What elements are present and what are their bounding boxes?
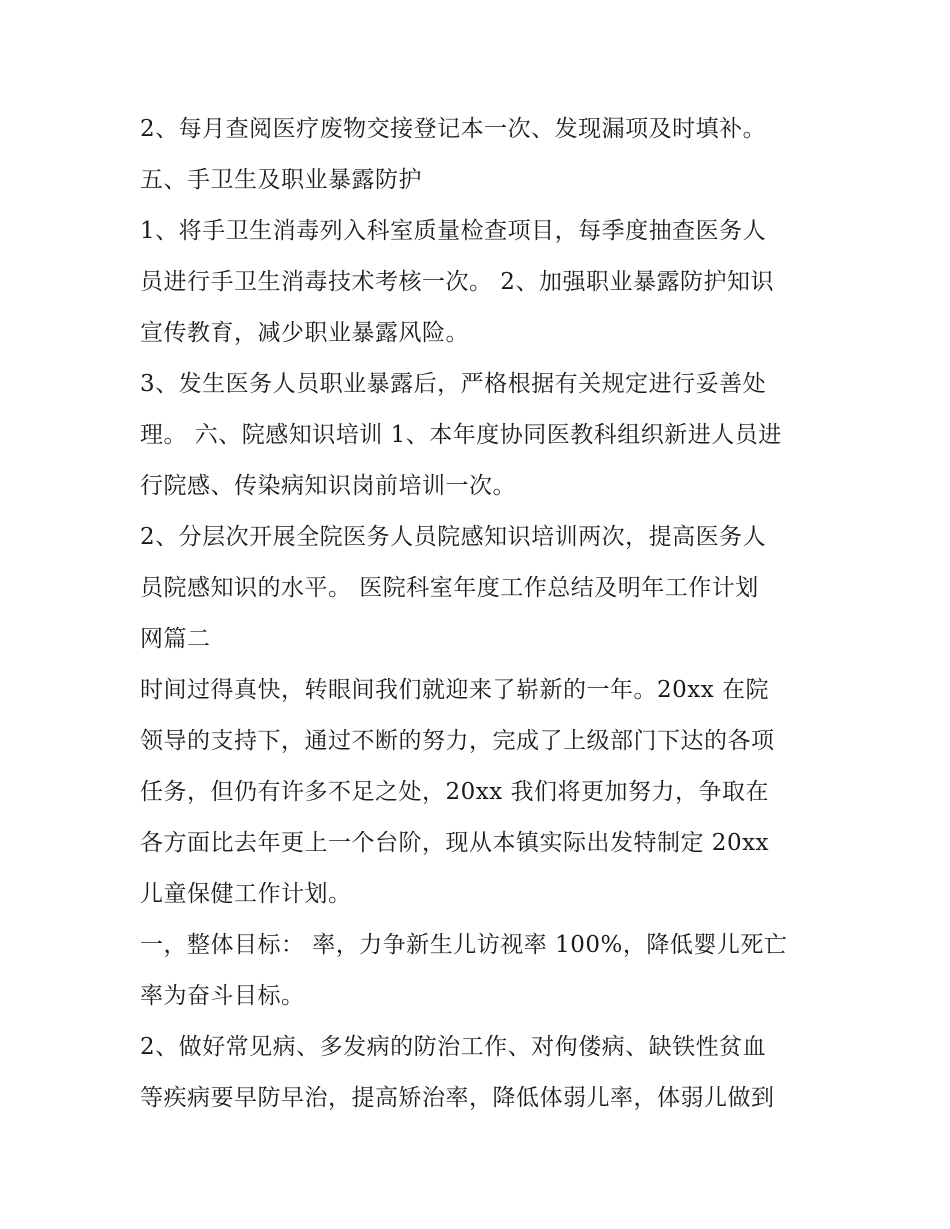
text-line: 2、分层次开展全院医务人员院感知识培训两次，提高医务人 [140,524,767,550]
text-line: 等疾病要早防早治，提高矫治率，降低体弱儿率，体弱儿做到 [140,1085,775,1111]
text-line: 行院感、传染病知识岗前培训一次。 [140,473,516,499]
text-line: 时间过得真快，转眼间我们就迎来了崭新的一年。20xx 在院 [140,677,770,703]
text-line: 一，整体目标： 率，力争新生儿访视率 100%，降低婴儿死亡 [140,932,788,958]
text-line: 2、每月查阅医疗废物交接登记本一次、发现漏项及时填补。 [140,116,767,142]
text-line: 员进行手卫生消毒技术考核一次。 2、加强职业暴露防护知识 [140,269,774,295]
text-line: 领导的支持下，通过不断的努力，完成了上级部门下达的各项 [140,728,775,754]
text-line: 各方面比去年更上一个台阶，现从本镇实际出发特制定 20xx [140,830,770,856]
text-line: 宣传教育，减少职业暴露风险。 [140,320,469,346]
text-line: 率为奋斗目标。 [140,983,305,1009]
text-line: 理。 六、院感知识培训 1、本年度协同医教科组织新进人员进 [140,422,782,448]
section-heading: 五、手卫生及职业暴露防护 [140,167,422,193]
text-line: 1、将手卫生消毒列入科室质量检查项目，每季度抽查医务人 [140,218,767,244]
text-line: 儿童保健工作计划。 [140,881,352,907]
text-line: 3、发生医务人员职业暴露后，严格根据有关规定进行妥善处 [140,371,767,397]
text-line: 网篇二 [140,626,211,652]
text-line: 任务，但仍有许多不足之处，20xx 我们将更加努力，争取在 [140,779,770,805]
text-line: 员院感知识的水平。 医院科室年度工作总结及明年工作计划 [140,575,759,601]
text-line: 2、做好常见病、多发病的防治工作、对佝偻病、缺铁性贫血 [140,1034,767,1060]
